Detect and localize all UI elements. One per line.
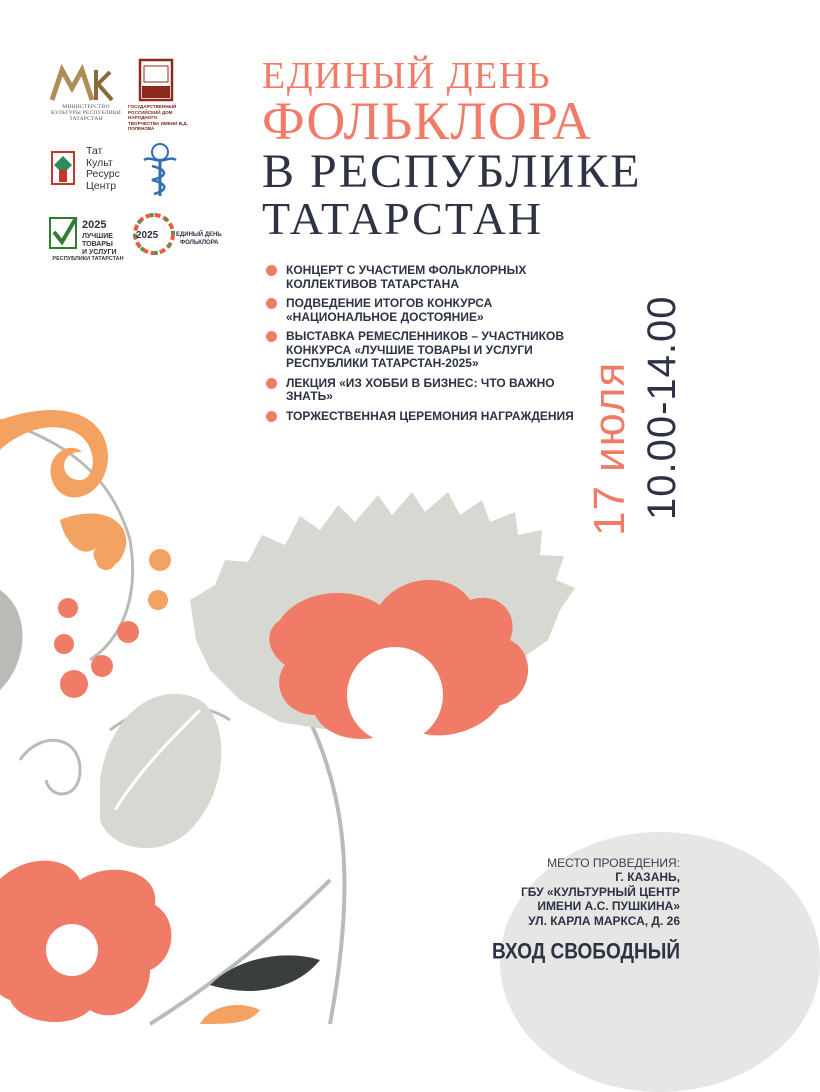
best-goods-year: 2025 xyxy=(82,219,107,231)
venue-info xyxy=(496,856,680,928)
event-item: КОНЦЕРТ С УЧАСТИЕМ ФОЛЬКЛОРНЫХ КОЛЛЕКТИВОВ ТАТАРСТАНА xyxy=(266,264,586,291)
title-line-2: ФОЛЬКЛОРА xyxy=(262,91,593,151)
event-time: 10.00-14.00 xyxy=(640,295,684,520)
caduceus-logo-icon xyxy=(140,142,180,198)
folklore-day-logo-year: 2025 xyxy=(136,230,159,241)
event-date: 17 июля xyxy=(585,361,634,536)
event-item: ТОРЖЕСТВЕННАЯ ЦЕРЕМОНИЯ НАГРАЖДЕНИЯ xyxy=(266,410,586,424)
title-line-3: В РЕСПУБЛИКЕ xyxy=(262,145,642,198)
venue-address: УЛ. КАРЛА МАРКСА, Д. 26 xyxy=(528,913,680,928)
bullet-icon xyxy=(266,331,277,342)
events-list xyxy=(266,264,586,429)
best-goods-line3: И УСЛУГИ xyxy=(82,249,117,256)
folklore-day-2025-logo-icon xyxy=(132,212,222,258)
event-item: ПОДВЕДЕНИЕ ИТОГОВ КОНКУРСА «НАЦИОНАЛЬНОЕ ДОСТОЯНИЕ» xyxy=(266,297,586,324)
venue-city: Г. КАЗАНЬ, xyxy=(615,870,680,884)
best-goods-caption: РЕСПУБЛИКИ ТАТАРСТАН xyxy=(52,256,124,262)
ministry-culture-caption: МИНИСТЕРСТВО КУЛЬТУРЫ РЕСПУБЛИКИ ТАТАРСТАН xyxy=(51,104,121,122)
bullet-icon xyxy=(266,378,277,389)
bullet-icon xyxy=(266,411,277,422)
folklore-day-logo-line1: ЕДИНЫЙ ДЕНЬ xyxy=(176,232,222,238)
tatkultresurs-caption: Тат Культ Ресурс Центр xyxy=(86,145,120,192)
event-item: ВЫСТАВКА РЕМЕСЛЕННИКОВ – УЧАСТНИКОВ КОНКУРСА «ЛУЧШИЕ ТОВАРЫ И УСЛУГИ РЕСПУБЛИКИ ТАТАРСТАН-2025» xyxy=(266,330,586,371)
grant-house-logo-icon xyxy=(138,58,174,102)
title-line-1: ЕДИНЫЙ ДЕНЬ xyxy=(262,55,551,97)
bullet-icon xyxy=(266,298,277,309)
folklore-day-logo-line2: ФОЛЬКЛОРА xyxy=(180,240,219,246)
venue-org-line2: ИМЕНИ А.С. ПУШКИНА» xyxy=(537,899,680,913)
title-line-4: ТАТАРСТАН xyxy=(262,193,544,244)
best-goods-line1: ЛУЧШИЕ xyxy=(82,233,113,240)
best-goods-logo-icon xyxy=(48,214,124,258)
date-time-block xyxy=(585,262,698,536)
event-item: ЛЕКЦИЯ «ИЗ ХОББИ В БИЗНЕС: ЧТО ВАЖНО ЗНАТЬ» xyxy=(266,377,586,404)
bullet-icon xyxy=(266,265,277,276)
ministry-culture-logo-icon xyxy=(50,66,114,102)
grant-house-caption: ГОСУДАРСТВЕННЫЙ РОССИЙСКИЙ ДОМ НАРОДНОГО ТВОРЧЕСТВА ИМЕНИ В.Д. ПОЛЕНОВА xyxy=(128,104,188,132)
best-goods-line2: ТОВАРЫ xyxy=(82,241,113,248)
venue-org-line1: ГБУ «КУЛЬТУРНЫЙ ЦЕНТР xyxy=(520,884,680,899)
poster-title xyxy=(262,56,702,242)
free-entry-label: ВХОД СВОБОДНЫЙ xyxy=(492,940,680,965)
tatkultresurs-logo-icon xyxy=(48,148,78,188)
venue-label: МЕСТО ПРОВЕДЕНИЯ: xyxy=(547,856,680,870)
